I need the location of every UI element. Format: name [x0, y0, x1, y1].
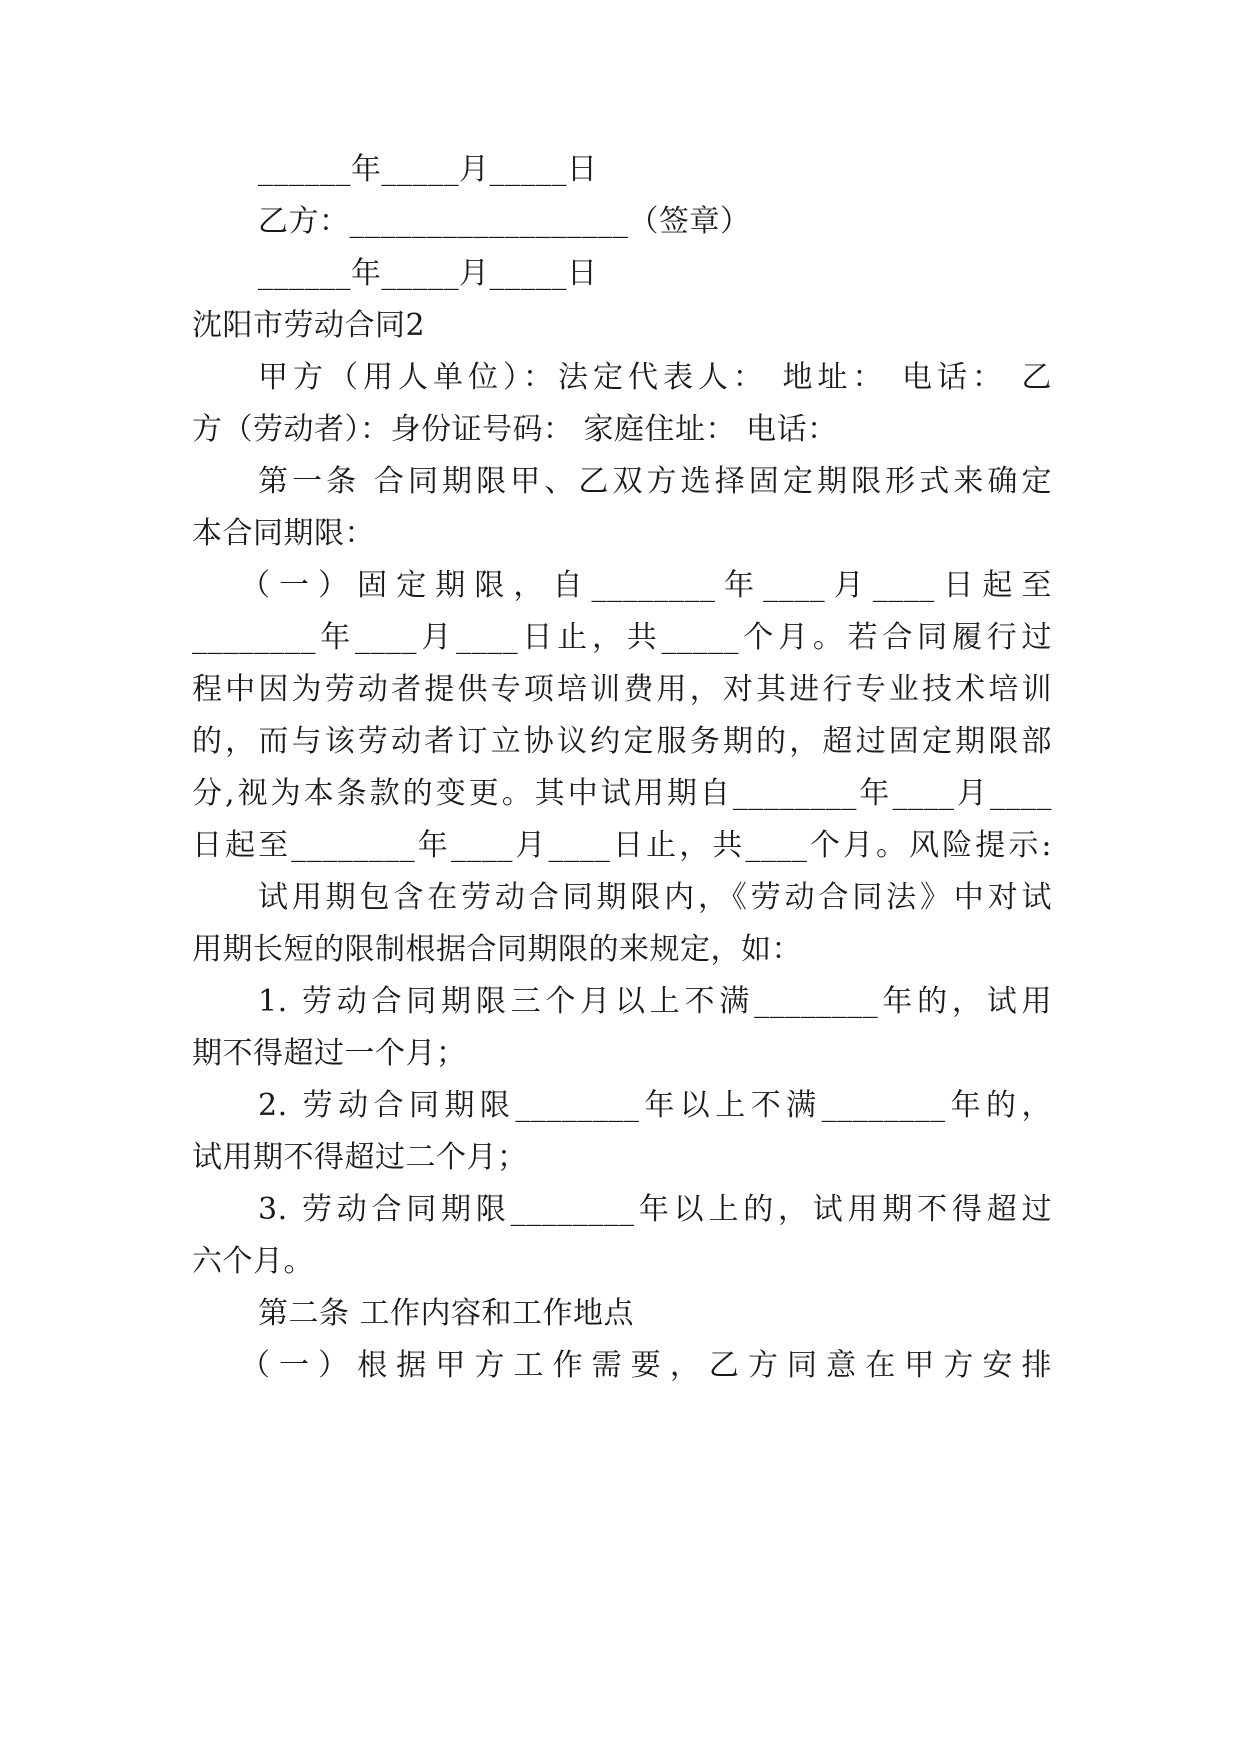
list-item-1-cont: 期不得超过一个月； [192, 1036, 467, 1071]
date-line-2: ______年_____月_____日 [258, 256, 598, 291]
paragraph-line: 本合同期限： [192, 516, 375, 551]
list-item-2-cont: 试用期不得超过二个月； [192, 1140, 528, 1175]
list-item-1: 1. 劳动合同期限三个月以上不满________年的，试用 [258, 984, 1052, 1019]
paragraph-line: 程中因为劳动者提供专项培训费用，对其进行专业技术培训 [192, 672, 1052, 707]
paragraph-line: 用期长短的限制根据合同期限的来规定，如： [192, 932, 802, 967]
paragraph-line: 分,视为本条款的变更。其中试用期自________年____月____ [192, 776, 1052, 811]
paragraph-line: 方（劳动者）：身份证号码： 家庭住址： 电话： [192, 412, 838, 447]
list-item-3-cont: 六个月。 [192, 1244, 314, 1279]
document-title: 沈阳市劳动合同2 [192, 308, 426, 343]
date-line-1: ______年_____月_____日 [258, 152, 598, 187]
paragraph-line: 试用期包含在劳动合同期限内，《劳动合同法》中对试 [258, 880, 1052, 915]
paragraph-line: 的，而与该劳动者订立协议约定服务期的，超过固定期限部 [192, 724, 1052, 759]
paragraph-line: 甲方（用人单位）：法定代表人： 地址： 电话： 乙 [258, 360, 1052, 395]
list-item-3: 3. 劳动合同期限________年以上的，试用期不得超过 [258, 1192, 1052, 1227]
paragraph-line: 日起至________年____月____日止，共____个月。风险提示: [192, 828, 1052, 863]
paragraph-line: ________年____月____日止，共_____个月。若合同履行过 [192, 620, 1052, 655]
list-item-2: 2. 劳动合同期限________年以上不满________年的， [258, 1088, 1052, 1123]
paragraph-line: （一）根据甲方工作需要，乙方同意在甲方安排 [240, 1348, 1052, 1383]
party-b-signature-line: 乙方：__________________（签章） [258, 204, 751, 239]
paragraph-line: （一）固定期限，自________年____月____日起至 [240, 568, 1052, 603]
article-2-heading: 第二条 工作内容和工作地点 [258, 1296, 635, 1331]
article-1-heading: 第一条 合同期限甲、乙双方选择固定期限形式来确定 [258, 464, 1052, 499]
